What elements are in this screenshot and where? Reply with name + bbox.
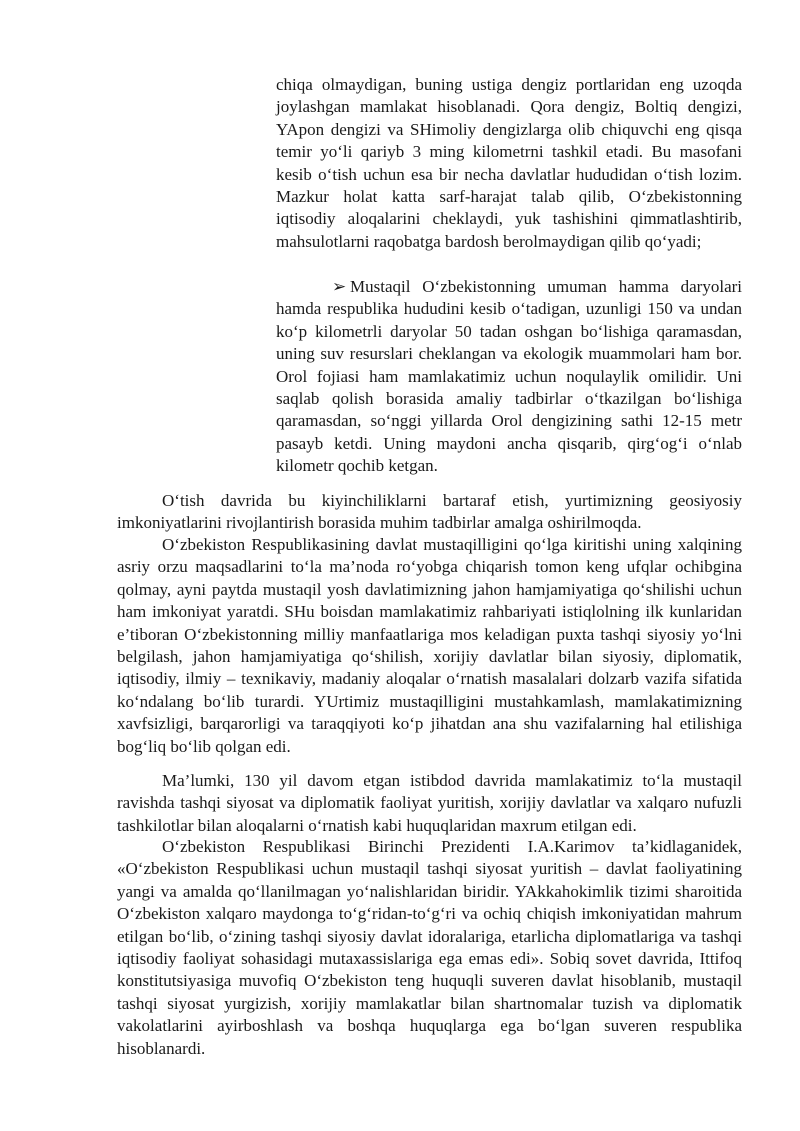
- bullet-continuation-paragraph: chiqa olmaydigan, buning ustiga dengiz portlaridan eng uzoqda joylashgan mamlakat hisoblanadi. Qora dengiz, Boltiq dengizi, YApon dengizi va SHimoliy dengizlarga olib chiquvchi eng qisqa temir yo‘li qariyb 3 ming kilometrni tashkil etadi. Bu masofani kesib o‘tish uchun esa bir necha davlatlar hududidan o‘tish lozim. Mazkur holat katta sarf-harajat talab qilib, O‘zbekistonning iqtisodiy aloqalarini cheklaydi, yuk tashishini qimmatlashtirib, mahsulotlarni raqobatga bardosh berolmaydigan qilib qo‘yadi;: [276, 75, 742, 251]
- bullet-paragraph-text: Mustaqil O‘zbekistonning umuman hamma daryolari hamda respublika hududini kesib o‘tadigan, uzunligi 150 va undan ko‘p kilometrli daryolar 50 tadan oshgan bo‘lishiga qaramasdan, uning suv resurslari cheklangan va ekologik muammolari ham bor. Orol fojiasi ham mamlakatimiz uchun noqulaylik omilidir. Uni saqlab qolish borasida amaliy tadbirlar o‘tkazilgan bo‘lishiga qaramasdan, so‘nggi yillarda Orol dengizining sathi 12-15 metr pasayb ketdi. Uning maydoni ancha qisqarib, qirg‘og‘i o‘nlab kilometr qochib ketgan.: [276, 277, 742, 476]
- bullet-paragraph-rivers: [276, 276, 742, 478]
- paragraph-130-years: Ma’lumki, 130 yil davom etgan istibdod davrida mamlakatimiz to‘la mustaqil ravishda tashqi siyosat va diplomatik faoliyat yuritish, xorijiy davlatlar va xalqaro nufuzli tashkilotlar bilan aloqalarni o‘rnatish kabi huquqlaridan maxrum etilgan edi.: [117, 771, 742, 835]
- arrow-bullet-icon: ➢: [332, 277, 347, 296]
- paragraph-independence: O‘zbekiston Respublikasining davlat mustaqilligini qo‘lga kiritishi uning xalqining asriy orzu maqsadlarini to‘la ma’noda ro‘yobga chiqarish tomon keng ufqlar ochibgina qolmay, ayni paytda mustaqil yosh davlatimizning jahon hamjamiyatiga qo‘shilishi uchun ham imkoniyat yaratdi. SHu boisdan mamlakatimiz rahbariyati istiqlolning ilk kunlaridan e’tiboran O‘zbekistonning milliy manfaatlariga mos keladigan puxta tashqi siyosiy yo‘lni belgilash, jahon hamjamiyatiga qo‘shilish, xorijiy davlatlar bilan siyosiy, diplomatik, iqtisodiy, ilmiy – texnikaviy, madaniy aloqalar o‘rnatish masalalari dolzarb vazifa sifatida ko‘ndalang bo‘lib turardi. YUrtimiz mustaqilligini mustahkamlash, mamlakatimizning xavfsizligi, barqarorligi va taraqqiyoti ko‘p jihatdan ana shu vazifalarning hal etilishiga bog‘liq bo‘lib qolgan edi.: [117, 535, 742, 756]
- paragraph-karimov-quote: O‘zbekiston Respublikasi Birinchi Prezidenti I.A.Karimov ta’kidlaganidek, «O‘zbekiston Respublikasi uchun mustaqil tashqi siyosat yuritish – davlat faoliyatining yangi va amalda qo‘llanilmagan yo‘nalishlaridan biridir. YAkkahokimlik tizimi sharoitida O‘zbekiston xalqaro maydonga to‘g‘ridan-to‘g‘ri va ochiq chiqish imkoniyatidan mahrum etilgan bo‘lib, o‘zining tashqi siyosiy davlat idoralariga, etarlicha diplomatlariga va tashqi iqtisodiy faoliyat sohasidagi mutaxassislariga ega emas edi». Sobiq sovet davrida, Ittifoq konstitutsiyasiga muvofiq O‘zbekiston teng huquqli suveren davlat hisoblanib, mustaqil tashqi siyosat yurgizish, xorijiy mamlakatlar bilan shartnomalar tuzish va diplomatik vakolatlarini ayirboshlash va boshqa huquqlarga ega bo‘lgan suveren respublika hisoblanardi.: [117, 837, 742, 1058]
- paragraph-transition-period: O‘tish davrida bu kiyinchiliklarni bartaraf etish, yurtimizning geosiyosiy imkoniyatlarini rivojlantirish borasida muhim tadbirlar amalga oshirilmoqda.: [117, 491, 742, 533]
